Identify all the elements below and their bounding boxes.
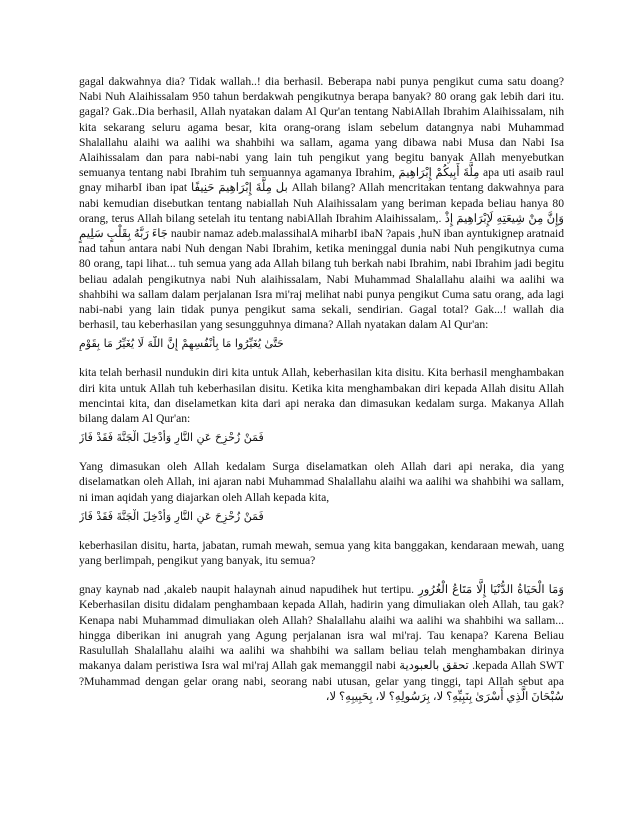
- paragraph-5: وَمَا الْحَيَاةُ الدُّنْيَا إِلَّا مَتَاعُ الْغُرُورِ gnay kaynab nad ,akaleb naupit halaynah ainud napudihek hut tertipu. Keberhasilan disitu didalam penghambaan kepada Allah, hadirin yang dimuliakan oleh Allah, tau gak? Kenapa nabi Muhammad dimuliakan oleh Allah? Shalallahu alaihi wa aalihi wa shahbihi wa sallam... hingga diberikan ini anugrah yang Agung perjalanan isra wal mi'raj. Tau kenapa? Karena Beliau Rasulullah Shalallahu alaihi wa aalihi wa shahbihi wa sallam beliau telah menghambakan dirinya kepada Allah SWT. تحقق بالعبودية makanya dalam peristiwa Isra wal mi'raj Allah gak memanggil nabi Muhammad dengan gelar orang nabi, seorang nabi utusan, gelar yang tinggi, tapi Allah sebut apa? سُبْحَانَ الَّذِي أَسْرَىٰ بِنَبِيِّهِ؟ لا، بِرَسُولِهِ؟ لا، بِحَبِيبِهِ؟ لا،: [79, 583, 564, 703]
- arabic-verse-1: حَتَّىٰ يُغَيِّرُوا مَا بِأَنْفُسِهِمْ إِنَّ اللَّهَ لَا يُغَيِّرُ مَا بِقَوْمٍ: [79, 337, 284, 351]
- paragraph-3: Yang dimasukan oleh Allah kedalam Surga diselamatkan oleh Allah dari api neraka, dia yang diselamatkan oleh Allah, ini ajaran nabi Muhammad Shalallahu alaihi wa aalihi wa shahbihi wa sallam, ni iman aqidah yang diajarkan oleh Allah kepada kita,: [79, 460, 564, 504]
- paragraph-4: keberhasilan disitu, harta, jabatan, rumah mewah, semua yang kita banggakan, kendaraan mewah, uang yang berlimpah, pengikut yang banyak, itu semua?: [79, 538, 564, 568]
- arabic-verse-3: فَمَنْ زُحْزِحَ عَنِ النَّارِ وَأُدْخِلَ الْجَنَّةَ فَقَدْ فَازَ: [79, 509, 264, 523]
- paragraph-1: gagal dakwahnya dia? Tidak wallah..! dia berhasil. Beberapa nabi punya pengikut cuma satu doang? Nabi Nuh Alaihissalam 950 tahun berdakwah pengikutnya berapa banyak? 80 orang gak lebih dari itu. gagal? Gak..Dia berhasil, Allah nyatakan dalam Al Qur'an tentang NabiAllah Ibrahim Alaihissalam, nih kita sekarang seluru agama besar, kita orang-orang islam sebelum datangnya nabi Muhammad Shalallahu alaihi wa aalihi wa shahbihi wa sallam, agama yang dibawa nabi Musa dan Nabi Isa Alaihissalam dan para nabi-nabi yang lain tuh pengikut yang begitu banyak Allah menyebutkan semuanya tentang nabi Ibrahim tuh semuannya agamanya Ibrahim, مِلَّةَ أَبِيكُمْ إِبْرَاهِيمَ apa uti asaib raul gnay miharbI iban ipat بل مِلَّةَ إِبْرَاهِيمَ حَنِيفًا Allah bilang? Allah mencritakan tentang dakwahnya para nabi kemudian disebutkan tentang nabiallah Nuh Alaihissalam yang beriman kepada beliau hanya 80 orang, terus Allah bilang setelah itu tentang nabiAllah Ibrahim Alaihissalam,. وَإِنَّ مِنْ شِيعَتِهِ لَإِبْرَاهِيمَ إِذْ جَاءَ رَبَّهُ بِقَلْبٍ سَلِيمٍ naubir namaz adeb.malassihalA miharbI ibaN ?apais ,huN iban ayntukignep aratnaid nad tahun antara nabi Nuh dengan Nabi Ibrahim, ketika meninggal dunia nabi Nuh pengikutnya cuma 80 orang, tapi lihat... tuh semua yang ada Allah bilang tuh berkah nabi Ibrahim, nabi Ibrahim jadi begitu beliau adalah pengikutnya nabi Nuh alaihissalam, Nabi Muhammad Shalallahu alaihi wa aalihi wa shahbihi wa sallam dalam perjalanan Isra mi'raj melihat nabi punya pengikut Cuma satu orang, ada lagi nabi-nabi yang lain tidak punya pengikut sama sekali, sendirian. Gagal total? Gak...! wallah dia berhasil, tau keberhasilan yang sesungguhnya dimana? Allah nyatakan dalam Al Qur'an:: [79, 75, 565, 332]
- document-page: [79, 74, 564, 704]
- paragraph-2: kita telah berhasil nundukin diri kita untuk Allah, keberhasilan kita disitu. Kita berhasil menghambakan diri kita untuk Allah tuh keberhasilan disitu. Ketika kita menghambakan diri kepada Allah disitu Allah mencintai kita, dan diselametkan kita dari api neraka dan dimasukan kedalam surga. Makanya Allah bilang dalam Al Qur'an:: [79, 366, 564, 426]
- arabic-verse-2: فَمَنْ زُحْزِحَ عَنِ النَّارِ وَأُدْخِلَ الْجَنَّةَ فَقَدْ فَازَ: [79, 431, 264, 445]
